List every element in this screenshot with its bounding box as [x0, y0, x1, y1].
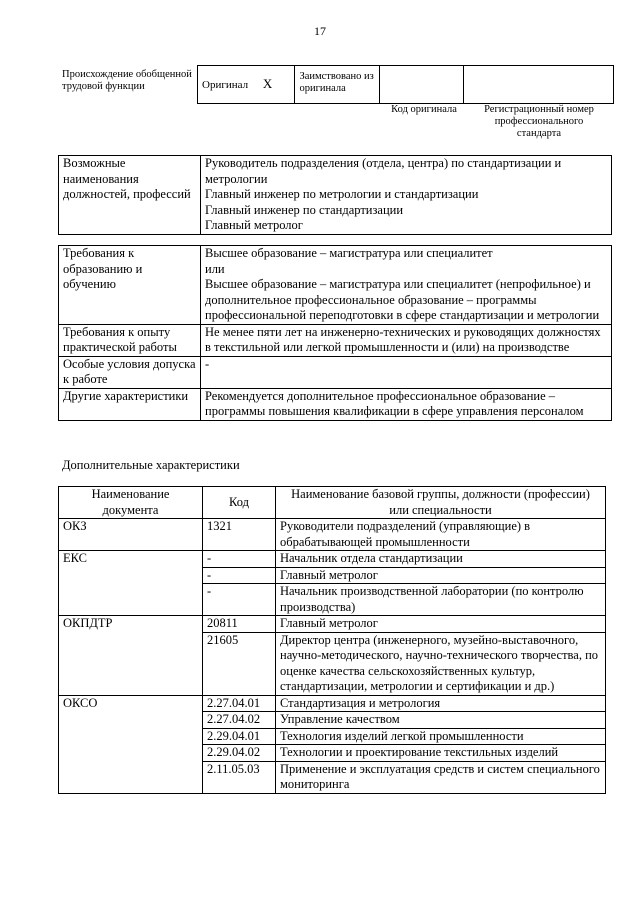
- page-number: 17: [314, 24, 326, 38]
- row-code: 2.29.04.01: [203, 728, 276, 745]
- position-item: Руководитель подразделения (отдела, центра) по стандартизации и метрологии: [205, 156, 562, 186]
- original-cell: [198, 66, 295, 104]
- row-name: Применение и эксплуатация средств и систем специального мониторинга: [276, 761, 606, 793]
- row-code: 2.29.04.02: [203, 745, 276, 762]
- experience-value: Не менее пяти лет на инженерно-технических и руководящих должностях в текстильной или легкой промышленности и (или) на производстве: [201, 324, 612, 356]
- other-label: Другие характеристики: [59, 388, 201, 420]
- requirements-table: [58, 245, 612, 421]
- code-original-cell: [379, 66, 463, 104]
- row-code: 2.11.05.03: [203, 761, 276, 793]
- experience-label: Требования к опыту практической работы: [59, 324, 201, 356]
- row-document: ОКСО: [59, 695, 203, 793]
- row-code: 2.27.04.02: [203, 712, 276, 729]
- row-document: ОКПДТР: [59, 616, 203, 696]
- original-label: Оригинал: [202, 78, 249, 91]
- origin-table: [197, 65, 614, 104]
- row-name: Главный метролог: [276, 567, 606, 584]
- reg-number-cell: [464, 66, 614, 104]
- row-name: Начальник производственной лаборатории (по контролю производства): [276, 584, 606, 616]
- original-mark: X: [262, 75, 273, 91]
- row-code: 1321: [203, 519, 276, 551]
- row-name: Технологии и проектирование текстильных изделий: [276, 745, 606, 762]
- admission-label: Особые условия допуска к работе: [59, 356, 201, 388]
- reg-number-caption: Регистрационный номер профессионального стандарта: [484, 104, 594, 139]
- table-row: [59, 519, 606, 551]
- table-row: [59, 551, 606, 568]
- row-name: Технология изделий легкой промышленности: [276, 728, 606, 745]
- row-document: ЕКС: [59, 551, 203, 616]
- positions-table: [58, 155, 612, 235]
- row-code: 20811: [203, 616, 276, 633]
- origin-label: Происхождение обобщенной трудовой функции: [62, 69, 192, 92]
- table-row: [59, 616, 606, 633]
- row-code: 2.27.04.01: [203, 695, 276, 712]
- header-document: Наименование документа: [59, 487, 203, 519]
- row-code: -: [203, 567, 276, 584]
- row-code: 21605: [203, 632, 276, 695]
- row-code: -: [203, 551, 276, 568]
- education-value: Высшее образование – магистратура или специалитет или Высшее образование – магистратура или специалитет (непрофильное) и дополнительное профессиональное образование – программы профессиональной переподготовки в сфере стандартизации и метрологии: [201, 246, 612, 325]
- header-name: Наименование базовой группы, должности (профессии) или специальности: [276, 487, 606, 519]
- code-original-caption: Код оригинала: [391, 104, 457, 115]
- additional-table: [58, 486, 606, 794]
- row-name: Стандартизация и метрология: [276, 695, 606, 712]
- row-name: Директор центра (инженерного, музейно-выставочного, научно-методического, научно-технического творчества, по оценке качества сельскохозяйственных культур, стандартизации, метрологии и сертификации и др.): [276, 632, 606, 695]
- position-item: Главный инженер по метрологии и стандартизации: [205, 187, 479, 201]
- admission-value: -: [201, 356, 612, 388]
- positions-label: Возможные наименования должностей, профессий: [59, 156, 201, 235]
- positions-list: [201, 156, 612, 235]
- borrowed-cell: Заимствовано из оригинала: [295, 66, 379, 104]
- other-value: Рекомендуется дополнительное профессиональное образование – программы повышения квалификации в сфере управления персоналом: [201, 388, 612, 420]
- row-name: Главный метролог: [276, 616, 606, 633]
- row-name: Руководители подразделений (управляющие) в обрабатывающей промышленности: [276, 519, 606, 551]
- position-item: Главный инженер по стандартизации: [205, 202, 404, 217]
- row-name: Начальник отдела стандартизации: [276, 551, 606, 568]
- position-item: Главный метролог: [205, 218, 303, 232]
- header-code: Код: [203, 487, 276, 519]
- row-name: Управление качеством: [276, 712, 606, 729]
- table-row: [59, 695, 606, 712]
- row-document: ОКЗ: [59, 519, 203, 551]
- additional-title: Дополнительные характеристики: [62, 458, 240, 472]
- education-label: Требования к образованию и обучению: [59, 246, 201, 325]
- row-code: -: [203, 584, 276, 616]
